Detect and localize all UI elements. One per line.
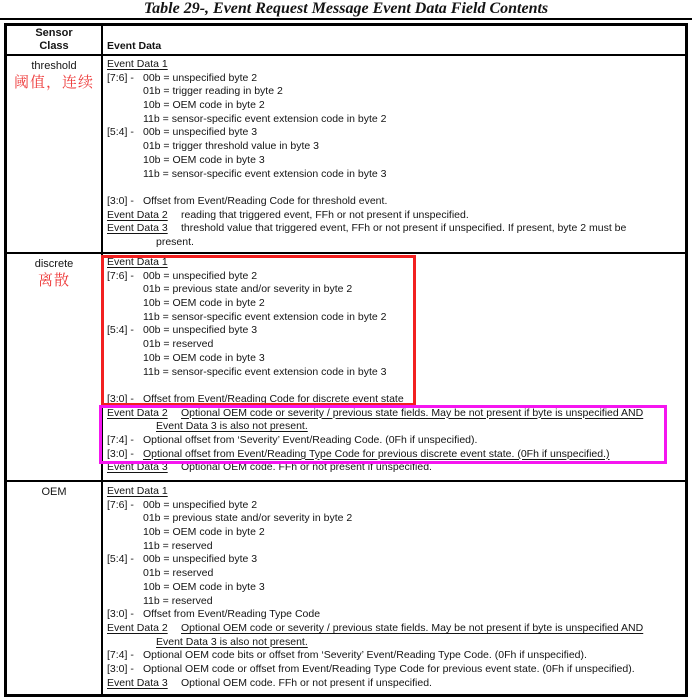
sensor-class-cell — [7, 482, 103, 694]
event-data-heading: Event Data 2 — [107, 208, 168, 221]
event-data-line — [107, 270, 685, 284]
line-text: present. — [156, 235, 194, 248]
bit-range-label: [5:4] - — [107, 126, 134, 139]
event-data-line — [107, 140, 685, 154]
event-data-heading-wrap — [107, 58, 181, 72]
bit-range-text: 00b = unspecified byte 3 — [143, 324, 258, 337]
line-text: 01b = previous state and/or severity in byte 2 — [143, 283, 353, 296]
event-data-line — [107, 168, 685, 182]
event-data-line — [107, 393, 685, 407]
event-data-heading-line — [107, 407, 685, 421]
line-text: 10b = OEM code in byte 2 — [143, 99, 265, 112]
bit-range-label: [5:4] - — [107, 553, 134, 566]
header-sensor-class-line1: Sensor — [35, 27, 73, 39]
event-data-cell — [103, 56, 685, 252]
line-text: 01b = previous state and/or severity in byte 2 — [143, 512, 353, 525]
event-data-line — [107, 99, 685, 113]
event-data-heading-line — [107, 485, 685, 499]
bit-range-text: Offset from Event/Reading Code for threshold event. — [143, 194, 388, 207]
event-data-heading-text: Optional OEM code. FFh or not present if unspecified. — [181, 676, 432, 689]
bit-range-label: [7:4] - — [107, 433, 134, 446]
event-data-line — [107, 283, 685, 297]
sensor-class-label: discrete — [34, 258, 74, 270]
line-text: 10b = OEM code in byte 3 — [143, 153, 265, 166]
event-data-heading: Event Data 3 — [107, 222, 168, 235]
bit-range-label: [7:6] - — [107, 269, 134, 282]
line-text: 11b = sensor-specific event extension code in byte 3 — [143, 365, 387, 378]
line-text: 10b = OEM code in byte 2 — [143, 297, 265, 310]
event-data-line — [107, 338, 685, 352]
event-data-line — [107, 113, 685, 127]
event-data-line — [107, 85, 685, 99]
chinese-annotation: 离散 — [37, 272, 70, 289]
event-data-line — [107, 352, 685, 366]
event-data-line — [107, 311, 685, 325]
event-data-heading: Event Data 1 — [107, 485, 168, 497]
event-data-line — [107, 649, 685, 663]
event-data-line — [107, 154, 685, 168]
bit-range-label: [5:4] - — [107, 324, 134, 337]
event-data-line — [107, 324, 685, 338]
event-data-heading: Event Data 1 — [107, 58, 168, 70]
event-data-line — [107, 195, 685, 209]
table-row-threshold — [7, 56, 685, 254]
line-text: 11b = sensor-specific event extension code in byte 2 — [143, 112, 387, 125]
event-data-heading: Event Data 3 — [107, 676, 168, 689]
event-data-line — [107, 595, 685, 609]
bit-range-label: [3:0] - — [107, 194, 134, 207]
event-data-heading-wrap — [107, 209, 181, 223]
line-text: 11b = reserved — [143, 594, 213, 607]
bit-range-label: [7:6] - — [107, 498, 134, 511]
bit-range-text: 00b = unspecified byte 2 — [143, 498, 258, 511]
event-data-heading-wrap — [107, 407, 181, 421]
event-data-line — [107, 181, 685, 195]
event-data-heading-wrap — [107, 485, 181, 499]
event-data-line — [107, 126, 685, 140]
bit-range-label: [3:0] - — [107, 608, 134, 621]
bit-range-text: Offset from Event/Reading Type Code — [143, 608, 321, 621]
sensor-class-cell — [7, 56, 103, 252]
line-text: 01b = trigger threshold value in byte 3 — [143, 140, 319, 153]
header-sensor-class — [7, 26, 103, 54]
sensor-class-label: OEM — [41, 486, 67, 498]
bit-range-text: 00b = unspecified byte 2 — [143, 71, 258, 84]
event-data-line — [107, 499, 685, 513]
event-data-table — [4, 23, 688, 697]
line-text: 01b = reserved — [143, 567, 214, 580]
line-text: 11b = sensor-specific event extension code in byte 2 — [143, 310, 387, 323]
table-title: Table 29-, Event Request Message Event Data Field Contents — [0, 0, 692, 20]
line-text: 11b = sensor-specific event extension code in byte 3 — [143, 167, 387, 180]
event-data-cell — [103, 482, 685, 694]
event-data-line — [107, 567, 685, 581]
event-data-line — [107, 448, 685, 462]
event-data-line — [107, 540, 685, 554]
event-data-heading-text: Optional OEM code. FFh or not present if unspecified. — [181, 461, 432, 474]
line-text: Event Data 3 is also not present. — [156, 420, 308, 433]
line-text: 01b = reserved — [143, 338, 214, 351]
event-data-line — [107, 512, 685, 526]
event-data-heading-line — [107, 461, 685, 475]
header-sensor-class-line2: Class — [39, 40, 69, 52]
bit-range-text: 00b = unspecified byte 2 — [143, 269, 258, 282]
event-data-line — [107, 553, 685, 567]
event-data-heading-wrap — [107, 256, 181, 270]
bit-range-text: 00b = unspecified byte 3 — [143, 126, 258, 139]
event-data-line — [107, 236, 685, 250]
event-data-line — [107, 663, 685, 677]
event-data-line — [107, 636, 685, 650]
event-data-cell — [103, 254, 685, 480]
line-text: 11b = reserved — [143, 539, 213, 552]
event-data-line — [107, 526, 685, 540]
event-data-heading-line — [107, 222, 685, 236]
event-data-heading: Event Data 2 — [107, 406, 168, 419]
chinese-annotation: 阈值，连续 — [13, 74, 94, 91]
event-data-line — [107, 366, 685, 380]
sensor-class-cell — [7, 254, 103, 480]
bit-range-text: 00b = unspecified byte 3 — [143, 553, 258, 566]
bit-range-label: [7:6] - — [107, 71, 134, 84]
bit-range-text: Optional offset from ‘Severity’ Event/Reading Code. (0Fh if unspecified). — [143, 433, 478, 446]
bit-range-label: [7:4] - — [107, 649, 134, 662]
table-row-oem — [7, 482, 685, 694]
event-data-heading-line — [107, 58, 685, 72]
bit-range-text: Optional offset from Event/Reading Type Code for previous discrete event state. (0Fh if unspecified.) — [143, 447, 610, 460]
event-data-heading-text: reading that triggered event, FFh or not present if unspecified. — [181, 208, 469, 221]
table-row-discrete — [7, 254, 685, 482]
bit-range-label: [3:0] - — [107, 392, 134, 405]
line-text: Event Data 3 is also not present. — [156, 635, 308, 648]
event-data-heading-line — [107, 677, 685, 691]
line-text: 10b = OEM code in byte 2 — [143, 526, 265, 539]
header-event-data — [103, 26, 685, 54]
event-data-heading-text: Optional OEM code or severity / previous state fields. May be not present if byte is unspecified AND — [181, 406, 644, 419]
table-body — [7, 56, 685, 694]
header-event-data-label: Event Data — [107, 40, 162, 52]
table-header-row — [7, 26, 685, 56]
event-data-heading-line — [107, 622, 685, 636]
event-data-line — [107, 420, 685, 434]
event-data-heading: Event Data 2 — [107, 621, 168, 634]
bit-range-text: Optional OEM code or offset from Event/Reading Type Code for previous event state. (0Fh if unspecified). — [143, 662, 635, 675]
event-data-line — [107, 297, 685, 311]
sensor-class-label: threshold — [31, 60, 77, 72]
event-data-heading-text: Optional OEM code or severity / previous state fields. May be not present if byte is unspecified AND — [181, 621, 644, 634]
event-data-line — [107, 379, 685, 393]
event-data-heading: Event Data 3 — [107, 461, 168, 474]
line-text: 10b = OEM code in byte 3 — [143, 580, 265, 593]
event-data-heading-text: threshold value that triggered event, FFh or not present if unspecified. If present, byte 2 must be — [181, 222, 627, 235]
bit-range-label: [3:0] - — [107, 447, 134, 460]
bit-range-text: Offset from Event/Reading Code for discrete event state — [143, 392, 404, 405]
line-text: 10b = OEM code in byte 3 — [143, 351, 265, 364]
line-text: 01b = trigger reading in byte 2 — [143, 85, 283, 98]
event-data-heading-wrap — [107, 677, 181, 691]
event-data-line — [107, 581, 685, 595]
event-data-line — [107, 608, 685, 622]
event-data-line — [107, 72, 685, 86]
event-data-heading-wrap — [107, 461, 181, 475]
event-data-heading-line — [107, 256, 685, 270]
bit-range-text: Optional OEM code bits or offset from ‘Severity’ Event/Reading Type Code. (0Fh if unspecified). — [143, 649, 587, 662]
event-data-heading-line — [107, 209, 685, 223]
event-data-line — [107, 434, 685, 448]
bit-range-label: [3:0] - — [107, 662, 134, 675]
event-data-heading-wrap — [107, 622, 181, 636]
event-data-heading-wrap — [107, 222, 181, 236]
event-data-heading: Event Data 1 — [107, 256, 168, 268]
